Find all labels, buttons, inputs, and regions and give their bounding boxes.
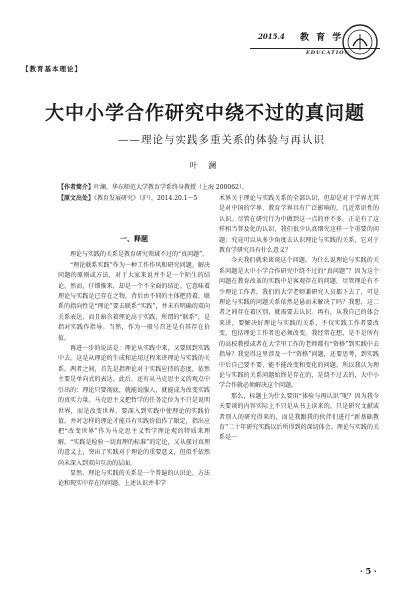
bio-label: 【作者简介】 [58, 184, 95, 191]
journal-header [0, 0, 410, 58]
left-column [58, 234, 210, 490]
body-paragraph: 显然，理论与实践的关系是一个普遍的认识论、方法论和现实中存在的问题。上述认识并非学 [58, 469, 210, 488]
source-label: 【原文出处】 [58, 195, 95, 202]
bio-text: 叶澜，华东师范大学教育学系终身教授（上海 200062）。 [94, 184, 248, 191]
author-name: 叶 澜 [189, 161, 221, 170]
journal-logo [340, 22, 380, 62]
right-column [219, 194, 379, 444]
body-paragraph: 术界关于理论与实践关系的全部认识，但却是对于学界尤其是对中国的学界、教育学界具有广泛影响的，几近常识性的认识。尽管在研究行为中做到这一点的并不多。正是有了这样相当普及化的认识，我们很少认真细究这样一个重要的问题：究竟可以从多少角度去认识理论与实践的关系，它对于教育学研究具有什么意义？ [219, 195, 379, 255]
article-subtitle: ——理论与实践多重关系的体验与再认识 [118, 134, 325, 146]
body-paragraph: 再进一步的说法是：理论从实践中来，又要回到实践中去。这是从理论的生成和运用过程来讲理论与实践的关系。两者之间，首先是指理论对于实践应持的态度，依然主要是单向式的表达。此后，还有从马克思主义的观点中引出的：理论只要彻底，就能说服人，就能成为改变实践的真实力量。马克思主义把哲学的任务定位为不只是说明世界，而是改变世界，要深入到实践中使理论的实践价值。并对怎样的理论才能具有实践价值作了限定，指出应把“改变世界”作为马克思主义哲学理论观的特质来理解。“实践是检验一切真理的标准”的定论，又从探讨真理的意义上，突出了实践对于理论的重要意义，但似乎依然尚未深入到双向互动的层面。 [58, 345, 210, 467]
article-title: 大中小学合作研究中绕不过的真问题 [44, 102, 365, 124]
page-number: · 5 · [360, 566, 377, 576]
source-text: 《教育发展研究》（沪），2014.20.1～5 [94, 195, 198, 202]
issue-number: 2015.4 [258, 32, 285, 41]
author-bio [58, 182, 248, 193]
column-tag: 【教育基本理论】 [22, 65, 82, 73]
body-paragraph: 今天我们就来谈谈这个问题。为什么说理论与实践的关系问题是大中小学合作研究中绕不过的“真问题”？因为这个问题在教育改革的实践中是客观存在的问题，尽管理论有不少理论工作者，我们的大学老师兼研究人员都下去了，可是理论与实践的问题关系依然是悬而未解决了吗？我想，这二者之间存在着区别，就需要去认识。再有，从我自己的体会来讲，要解决好理论与实践的关系，不仅实践工作者要改变，包括理论工作者也必须改变。我经常在想，是不是所有的高校教授或者在大学里工作的老师都有“资格”到实践中去指导？我觉得这里涉及一个“资格”问题，还要思考，到实践中后自己要不要、能不能改变和变化的问题。所以我认为理论与实践的关系问题始终是存在的，是绕不过去的，大中小学合作就必须解决这个问题。 [219, 257, 379, 390]
body-paragraph: 理论与实践的关系是教育研究领域不过的“真问题”。 [70, 251, 209, 259]
section-heading: 一、释题 [120, 234, 148, 243]
body-paragraph: 那么，标题上为什么要用“体验与再认识”呢？因为我今天要谈的内容实际上不只是从书上读来的，只是研究文献或者别人的研究得来的，而是我跟我的伙伴们进行“新基础教育”二十年研究实践以后所得到的深切体会。理论与实践的关系是一 [219, 392, 379, 442]
journal-english-name: EDUCATION [306, 50, 351, 56]
body-paragraph: “理论联系实践”作为一种工作作风和研究问题、解决问题的原则或方法，对于大家来说并不是一个陌生的结论。然而，仔细推来，却是一个不全面的结论。它意味着理论与实践是已存在之物，背后由不同的主体把持着，联系的指向性是“理论”要去联系“实践”，并未有明确的双向关系表达，而且暗含着理论高于实践，所谓的“联系”，是指对实践作指导。当然，作为一般号召还是有其存在价值。 [58, 261, 210, 342]
journal-name: 教 育 学 [300, 33, 344, 43]
